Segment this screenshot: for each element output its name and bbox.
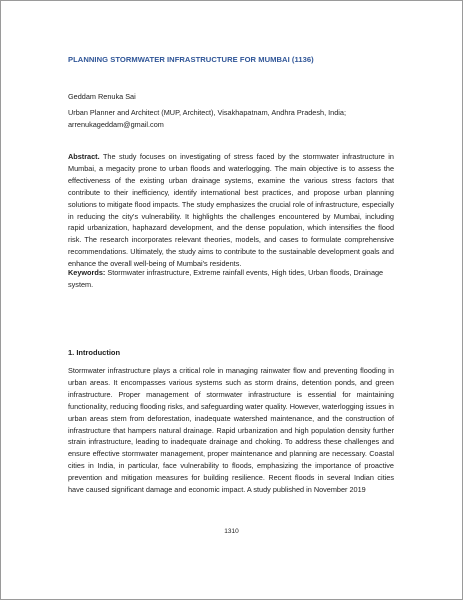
abstract-text: The study focuses on investigating of stress faced by the stormwater infrastructure in Mumbai, a megacity prone to urban floods and waterlogging. The main objective is to assess the effectiveness of the existing urban drainage systems, examine the various stress factors that contribute to their inefficiency, identify international best practices, and propose urban planning solutions to mitigate flood impacts. The study emphasizes the crucial role of infrastructure, especially in reducing the city's vulnerability. It highlights the challenges encountered by Mumbai, including rapid urbanization, haphazard development, and the dense population, which intensifies the flood risk. The research incorporates relevant theories, models, and cases to formulate comprehensive recommendations. Ultimately, the study aims to contribute to the sustainable development goals and enhance the overall well-being of Mumbai's residents. (68, 152, 394, 269)
keywords-label: Keywords: (68, 268, 106, 277)
author-name: Geddam Renuka Sai (68, 92, 136, 101)
section-heading-introduction: 1. Introduction (68, 348, 121, 357)
keywords (68, 267, 394, 291)
keywords-text: Stormwater infrastructure, Extreme rainfall events, High tides, Urban floods, Drainage system. (68, 268, 384, 289)
page-number: 1310 (224, 528, 239, 535)
introduction-text: Stormwater infrastructure plays a critical role in managing rainwater flow and preventing flooding in urban areas. It encompasses various systems such as storm drains, detention ponds, and green infrastructure. Proper management of stormwater infrastructure is essential for maintaining functionality, reducing flooding risks, and safeguarding water quality. However, waterlogging issues in urban areas stem from deforestation, inadequate watershed maintenance, and the construction of infrastructure that hampers natural drainage. Rapid urbanization and high population density further strain infrastructure, leading to inadequate drainage and choking. To address these challenges and ensure effective stormwater management, proper maintenance and planning are necessary. Coastal cities in India, in particular, face vulnerability to floods, emphasizing the importance of proactive prevention and mitigation measures for building resilience. Recent floods in several Indian cities have caused significant damage and economic impact. A study published in November 2019 (68, 366, 394, 495)
abstract-label: Abstract. (68, 152, 100, 161)
paper-title: PLANNING STORMWATER INFRASTRUCTURE FOR MUMBAI (1136) (68, 55, 314, 64)
author-affiliation: Urban Planner and Architect (MUP, Architect), Visakhapatnam, Andhra Pradesh, India; arrenukageddam@gmail.com (68, 108, 346, 129)
abstract (68, 151, 394, 270)
